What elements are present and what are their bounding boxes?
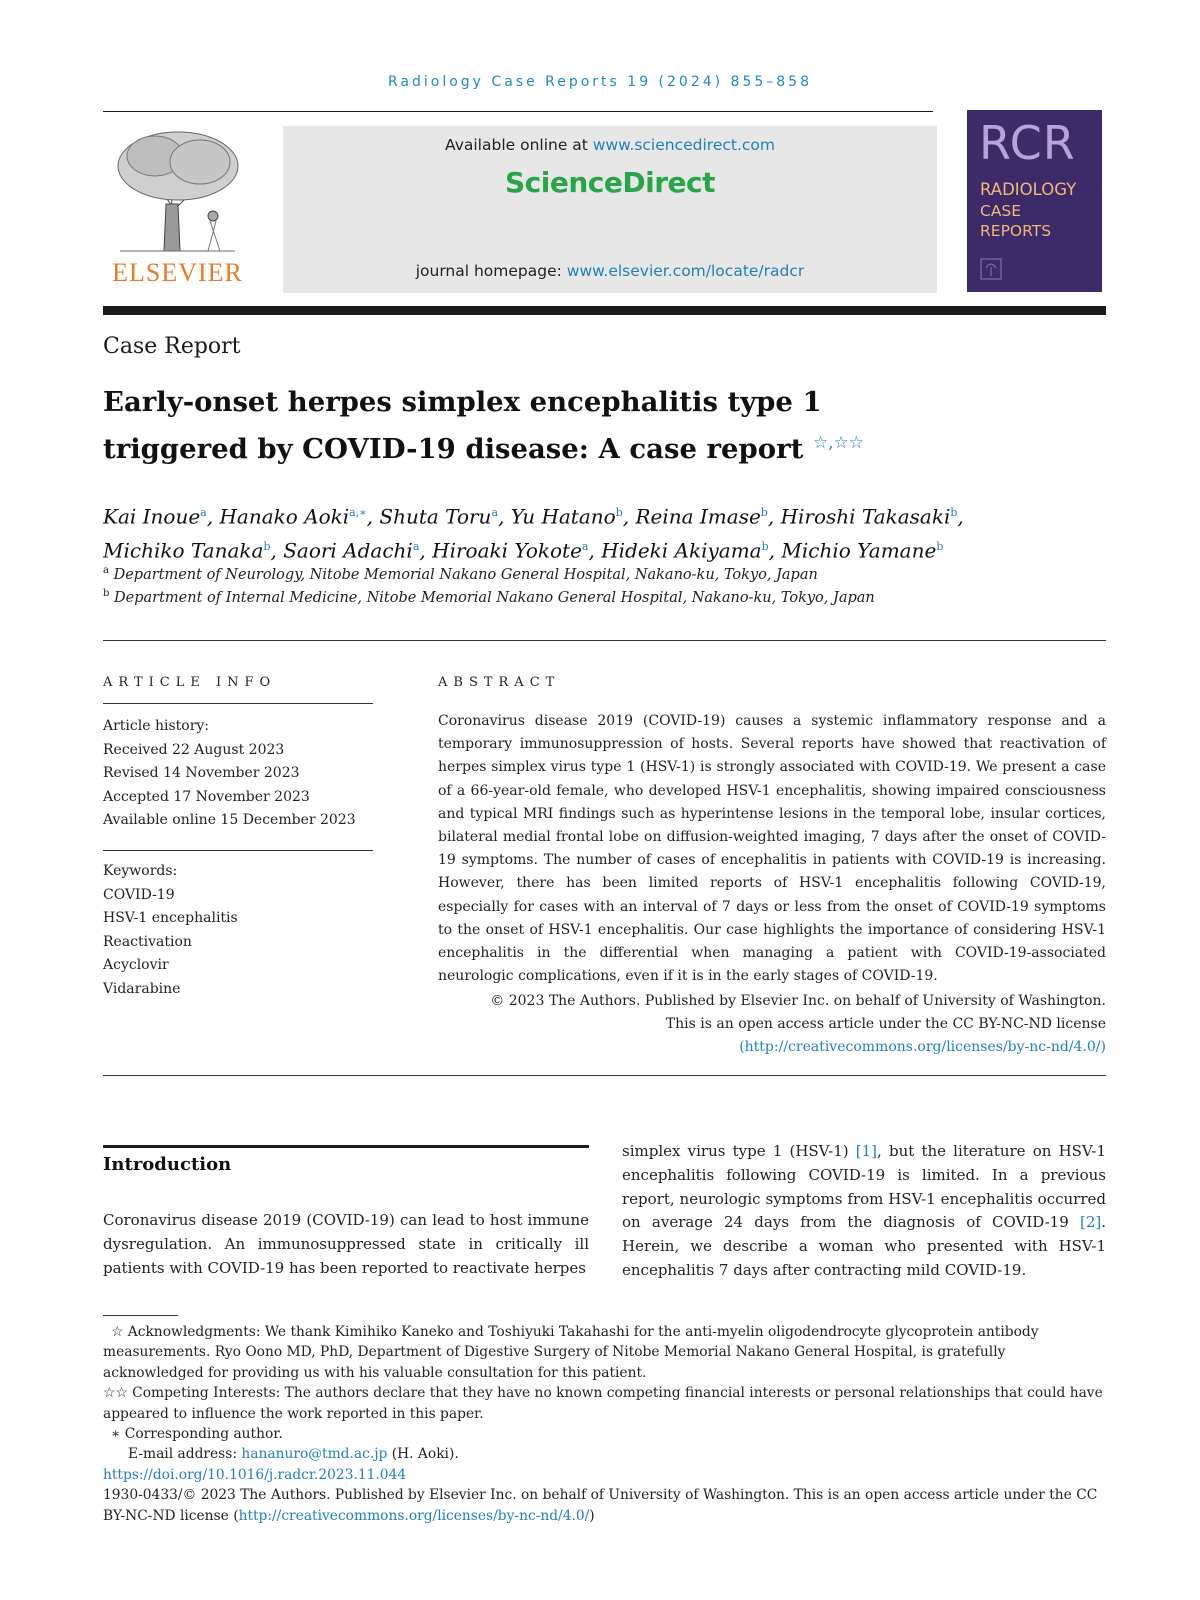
affiliation-b: $^b$ Department of Internal Medicine, Nitobe Memorial Nakano General Hospital, Nakano-ku, Tokyo, Japan bbox=[103, 588, 875, 606]
author-separator: , bbox=[498, 504, 511, 529]
cover-line-2: CASE bbox=[980, 202, 1022, 220]
keyword-item: HSV-1 encephalitis bbox=[103, 910, 238, 926]
author-affiliation-mark[interactable]: b bbox=[615, 506, 623, 519]
license-link[interactable]: http://creativecommons.org/licenses/by-nc-nd/4.0/ bbox=[238, 1507, 590, 1524]
cover-tree-icon bbox=[980, 258, 1002, 280]
introduction-heading: Introduction bbox=[103, 1154, 232, 1175]
article-type: Case Report bbox=[103, 334, 241, 359]
author-affiliation-mark[interactable]: a,∗ bbox=[349, 506, 367, 519]
elsevier-tree-icon bbox=[100, 126, 255, 254]
sciencedirect-link[interactable]: www.sciencedirect.com bbox=[592, 136, 775, 154]
masthead-thick-rule bbox=[103, 306, 1106, 315]
available-online-line: Available online at www.sciencedirect.com bbox=[445, 136, 775, 154]
author-affiliation-mark[interactable]: b bbox=[263, 539, 271, 553]
title-line-1: Early-onset herpes simplex encephalitis type 1 bbox=[103, 386, 822, 418]
header-rule bbox=[103, 111, 933, 112]
keyword-item: Acyclovir bbox=[103, 957, 169, 973]
author-separator: , bbox=[270, 538, 284, 563]
journal-homepage-line: journal homepage: www.elsevier.com/locate/radcr bbox=[415, 262, 805, 280]
footnote-email: E-mail address: hananuro@tmd.ac.jp (H. Aoki). bbox=[128, 1446, 459, 1463]
author-name[interactable]: Hideki Akiyama bbox=[601, 538, 762, 563]
author-separator: , bbox=[957, 504, 964, 529]
author-separator: , bbox=[768, 538, 782, 563]
author-name[interactable]: Michio Yamane bbox=[781, 538, 937, 563]
author-separator: , bbox=[366, 504, 380, 529]
doi-link[interactable]: https://doi.org/10.1016/j.radcr.2023.11.044 bbox=[103, 1466, 407, 1483]
author-affiliation-mark[interactable]: b bbox=[761, 539, 769, 553]
author-affiliation-mark[interactable]: a bbox=[491, 506, 499, 519]
author-name[interactable]: Hiroshi Takasaki bbox=[780, 504, 951, 529]
elsevier-logo bbox=[100, 126, 255, 296]
footnote-acknowledgments: ☆ Acknowledgments: We thank Kimihiko Kaneko and Toshiyuki Takahashi for the anti-myelin oligodendrocyte glycoprotein antibody measurements. Ryo Oono MD, PhD, Department of Digestive Surgery of Nitobe Memorial Nakano General Hospital, is gratefully acknowledged for providing us with his valuable consultation for this patient. bbox=[103, 1324, 1039, 1381]
introduction-left-column: Coronavirus disease 2019 (COVID-19) can lead to host immune dysregulation. An immunosuppressed state in critically ill patients with COVID-19 has been reported to reactivate herpes bbox=[103, 1211, 589, 1277]
elsevier-wordmark: ELSEVIER bbox=[112, 258, 243, 287]
introduction-right-column: simplex virus type 1 (HSV-1) [1], but the literature on HSV-1 encephalitis following COVID-19 is limited. In a previous report, neurologic symptoms from HSV-1 encephalitis occurred on average 24 days from the diagnosis of COVID-19 [2]. Herein, we describe a woman who presented with HSV-1 encephalitis 7 days after contracting mild COVID-19. bbox=[622, 1142, 1106, 1279]
author-affiliation-mark[interactable]: a bbox=[412, 539, 420, 553]
keywords-rule bbox=[103, 850, 373, 851]
affiliation-a: $^a$ Department of Neurology, Nitobe Memorial Nakano General Hospital, Nakano-ku, Tokyo, Japan bbox=[103, 565, 818, 583]
title-footnote-marks[interactable]: ☆,☆☆ bbox=[812, 433, 864, 453]
author-name[interactable]: Reina Imase bbox=[635, 504, 761, 529]
introduction-rule bbox=[103, 1145, 589, 1148]
author-affiliation-mark[interactable]: b bbox=[950, 506, 958, 519]
title-line-2: triggered by COVID-19 disease: A case report ☆,☆☆ bbox=[103, 433, 864, 466]
author-name[interactable]: Shuta Toru bbox=[379, 504, 492, 529]
footnote-corresponding: ∗ Corresponding author. bbox=[111, 1426, 283, 1443]
author-affiliation-mark[interactable]: a bbox=[581, 539, 589, 553]
cover-line-3: REPORTS bbox=[980, 222, 1052, 240]
footnote-issn: 1930-0433/© 2023 The Authors. Published by Elsevier Inc. on behalf of University of Washington. This is an open access article under the CC BY-NC-ND license (http://creativecommons.org/licenses/by-nc-nd/4.0/) bbox=[103, 1487, 1098, 1524]
author-affiliation-mark[interactable]: b bbox=[760, 506, 768, 519]
abstract-heading: ABSTRACT bbox=[438, 675, 561, 690]
author-separator: , bbox=[419, 538, 433, 563]
reference-link-1[interactable]: [1] bbox=[855, 1142, 878, 1160]
abstract-copyright: © 2023 The Authors. Published by Elsevier Inc. on behalf of University of Washington. This is an open access article under the CC BY-NC-ND license (http://creativecommons.org/licenses/by-nc-nd/4.0/) bbox=[490, 993, 1106, 1056]
author-separator: , bbox=[206, 504, 220, 529]
footnote-rule bbox=[103, 1315, 178, 1316]
keyword-item: COVID-19 bbox=[103, 886, 175, 903]
journal-cover bbox=[967, 110, 1102, 292]
article-history-label: Article history: bbox=[103, 718, 210, 734]
keywords-list bbox=[103, 860, 238, 1001]
abstract-license-link[interactable]: (http://creativecommons.org/licenses/by-nc-nd/4.0/) bbox=[739, 1039, 1106, 1056]
history-item: Received 22 August 2023 bbox=[103, 741, 285, 758]
author-name[interactable]: Kai Inoue bbox=[103, 504, 201, 529]
sciencedirect-banner bbox=[283, 126, 937, 293]
sciencedirect-logo: ScienceDirect bbox=[505, 166, 715, 199]
reference-link-2[interactable]: [2] bbox=[1079, 1213, 1102, 1232]
keywords-label: Keywords: bbox=[103, 863, 178, 879]
author-name[interactable]: Saori Adachi bbox=[283, 538, 413, 563]
cover-acronym: RCR bbox=[979, 116, 1076, 170]
email-link[interactable]: hananuro@tmd.ac.jp bbox=[241, 1446, 388, 1463]
cover-line-1: RADIOLOGY bbox=[980, 180, 1077, 199]
article-info-heading: ARTICLE INFO bbox=[103, 675, 277, 690]
abstract-bottom-rule bbox=[103, 1075, 1106, 1076]
footnote-competing-interests: ☆☆ Competing Interests: The authors declare that they have no known competing financial interests or personal relationships that could have appeared to influence the work reported in this paper. bbox=[103, 1385, 1103, 1422]
author-name[interactable]: Hanako Aoki bbox=[219, 504, 350, 529]
author-name[interactable]: Michiko Tanaka bbox=[103, 538, 264, 563]
footnote-doi bbox=[103, 1465, 1106, 1485]
author-list bbox=[103, 498, 1113, 565]
footnotes bbox=[103, 1322, 1106, 1526]
article-history bbox=[103, 715, 356, 833]
article-info-rule bbox=[103, 703, 373, 704]
keyword-item: Vidarabine bbox=[103, 980, 181, 997]
author-separator: , bbox=[588, 538, 602, 563]
author-name[interactable]: Yu Hatano bbox=[510, 504, 616, 529]
history-item: Revised 14 November 2023 bbox=[103, 765, 300, 781]
abstract-text: Coronavirus disease 2019 (COVID-19) causes a systemic inflammatory response and a temporary immunosuppression of hosts. Several reports have showed that reactivation of herpes simplex virus type 1 (HSV-1) is strongly associated with COVID-19. We present a case of a 66-year-old female, who developed HSV-1 encephalitis, showing impaired consciousness and typical MRI findings such as hyperintense lesions in the temporal lobe, insular cortices, bilateral medial frontal lobe on diffusion-weighted imaging, 7 days after the onset of COVID-19 symptoms. The number of cases of encephalitis in patients with COVID-19 is increasing. However, there has been limited reports of HSV-1 encephalitis following COVID-19, especially for cases with an interval of 7 days or less from the onset of COVID-19 symptoms to the onset of HSV-1 encephalitis. Our case highlights the importance of considering HSV-1 encephalitis in the differential when managing a patient with COVID-19-associated neurologic complications, even if it is in the early stages of COVID-19. bbox=[438, 713, 1106, 985]
author-affiliation-mark[interactable]: b bbox=[936, 539, 944, 553]
author-separator: , bbox=[622, 504, 636, 529]
journal-homepage-link[interactable]: www.elsevier.com/locate/radcr bbox=[566, 262, 805, 280]
author-name[interactable]: Hiroaki Yokote bbox=[432, 538, 582, 563]
keyword-item: Reactivation bbox=[103, 933, 192, 950]
journal-running-header: Radiology Case Reports 19 (2024) 855–858 bbox=[388, 74, 812, 90]
title-section-rule bbox=[103, 640, 1106, 641]
article-title bbox=[103, 382, 983, 470]
author-affiliation-mark[interactable]: a bbox=[200, 506, 207, 519]
history-item: Available online 15 December 2023 bbox=[103, 812, 356, 828]
history-item: Accepted 17 November 2023 bbox=[103, 788, 310, 805]
author-separator: , bbox=[767, 504, 781, 529]
